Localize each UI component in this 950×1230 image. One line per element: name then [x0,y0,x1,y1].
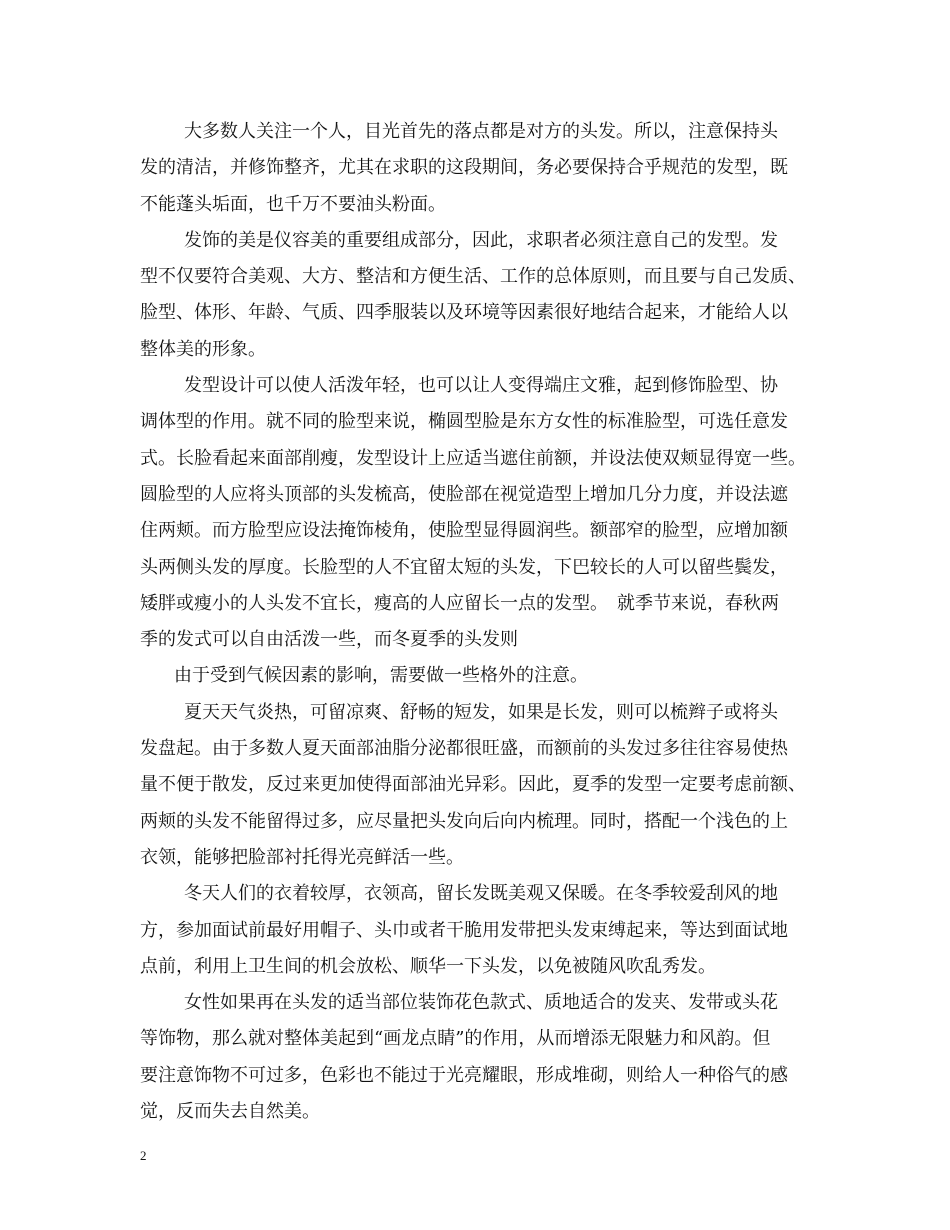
paragraph-line: 住两颊。而方脸型应设法掩饰棱角，使脸型显得圆润些。额部窄的脸型，应增加额 [140,520,788,542]
paragraph-line: 方，参加面试前最好用帽子、头巾或者干脆用发带把头发束缚起来，等达到面试地 [140,919,788,941]
paragraph-line: 调体型的作用。就不同的脸型来说，椭圆型脸是东方女性的标准脸型，可选任意发 [140,411,788,433]
paragraph-line: 衣领，能够把脸部衬托得光亮鲜活一些。 [140,846,464,868]
paragraph-line: 圆脸型的人应将头顶部的头发梳高，使脸部在视觉造型上增加几分力度，并设法遮 [140,483,788,505]
paragraph-line: 型不仅要符合美观、大方、整洁和方便生活、工作的总体原则，而且要与自己发质、 [140,266,806,288]
paragraph-line: 冬天人们的衣着较厚，衣领高，留长发既美观又保暖。在冬季较爱刮风的地 [184,883,778,905]
paragraph-line: 发盘起。由于多数人夏天面部油脂分泌都很旺盛，而额前的头发过多往往容易使热 [140,738,788,760]
body-text [140,114,820,1130]
paragraph-line: 女性如果再在头发的适当部位装饰花色款式、质地适合的发夹、发带或头花 [184,992,778,1014]
paragraph-line: 式。长脸看起来面部削瘦，发型设计上应适当遮住前额，并设法使双颊显得宽一些。 [140,447,806,469]
paragraph-line: 由于受到气候因素的影响，需要做一些格外的注意。 [174,665,588,687]
paragraph-line: 发型设计可以使人活泼年轻，也可以让人变得端庄文雅，起到修饰脸型、协 [184,375,778,397]
paragraph-line: 大多数人关注一个人，目光首先的落点都是对方的头发。所以，注意保持头 [184,121,778,142]
paragraph-line: 季的发式可以自由活泼一些，而冬夏季的头发则 [140,629,518,651]
paragraph-line: 夏天天气炎热，可留凉爽、舒畅的短发，如果是长发，则可以梳辫子或将头 [184,701,778,723]
paragraph-line: 整体美的形象。 [140,338,266,360]
paragraph-line: 等饰物，那么就对整体美起到“画龙点睛”的作用，从而增添无限魅力和风韵。但 [140,1028,771,1050]
paragraph-line: 脸型、体形、年龄、气质、四季服装以及环境等因素很好地结合起来，才能给人以 [140,302,788,324]
paragraph-line: 发的清洁，并修饰整齐，尤其在求职的这段期间，务必要保持合乎规范的发型，既 [140,157,788,179]
paragraph-line: 发饰的美是仪容美的重要组成部分，因此，求职者必须注意自己的发型。发 [184,229,778,251]
paragraph-line: 不能蓬头垢面，也千万不要油头粉面。 [140,193,446,215]
paragraph-line: 头两侧头发的厚度。长脸型的人不宜留太短的头发，下巴较长的人可以留些鬓发， [140,556,788,578]
paragraph-line: 觉，反而失去自然美。 [140,1101,320,1123]
paragraph-line: 矮胖或瘦小的人头发不宜长，瘦高的人应留长一点的发型。 就季节来说，春秋两 [140,592,779,614]
paragraph-line: 量不便于散发，反过来更加使得面部油光异彩。因此，夏季的发型一定要考虑前额、 [140,774,806,796]
paragraph-line: 两颊的头发不能留得过多，应尽量把头发向后向内梳理。同时，搭配一个浅色的上 [140,810,788,832]
paragraph-line: 点前，利用上卫生间的机会放松、顺华一下头发，以免被随风吹乱秀发。 [140,955,716,977]
paragraph-line: 要注意饰物不可过多，色彩也不能过于光亮耀眼，形成堆砌，则给人一种俗气的感 [140,1064,788,1086]
page-number: 2 [140,1148,147,1163]
